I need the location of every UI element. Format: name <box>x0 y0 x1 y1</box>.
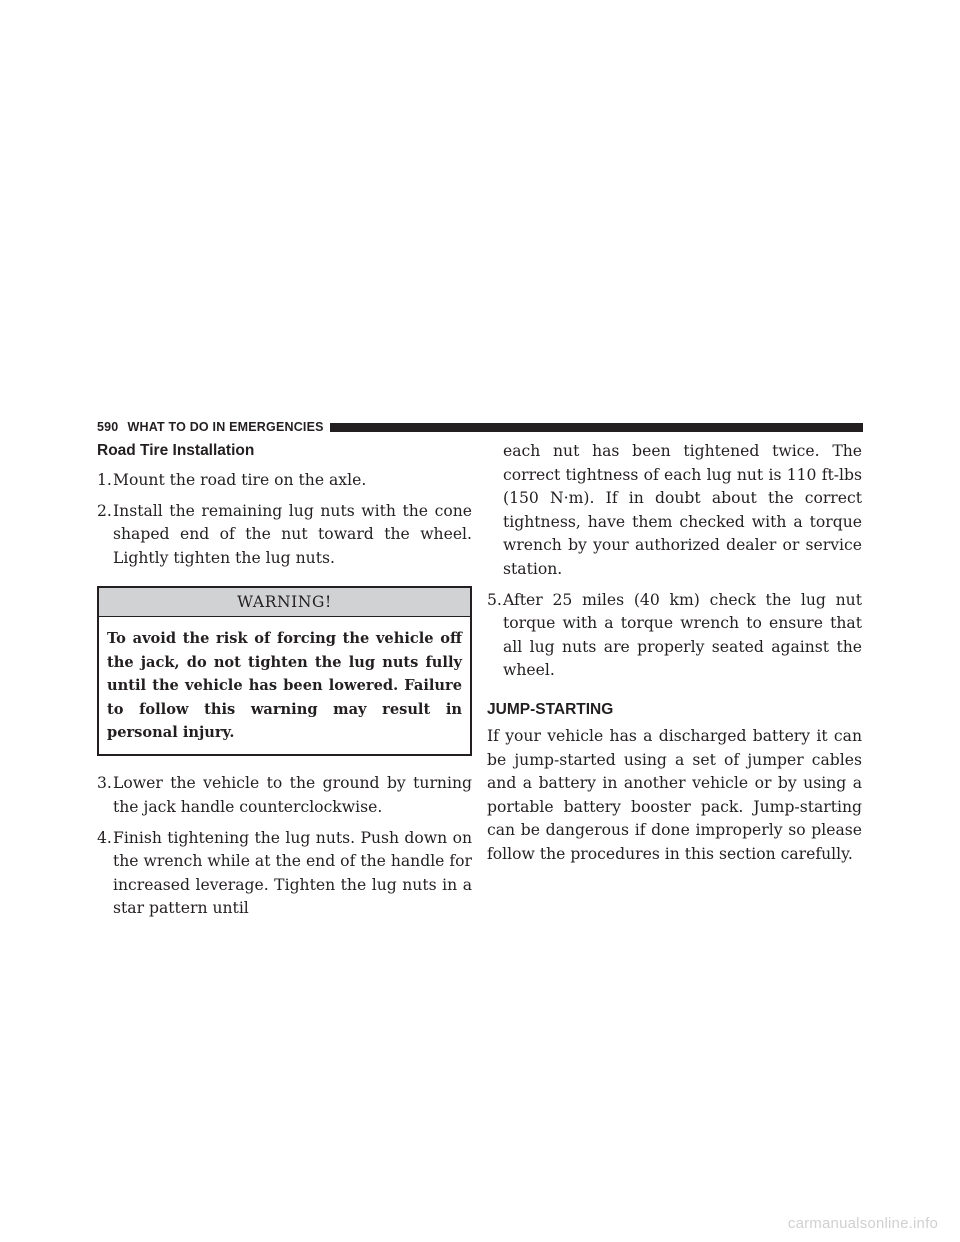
step-text: Mount the road tire on the axle. <box>113 471 367 489</box>
warning-box <box>97 586 472 756</box>
page-header <box>97 418 863 436</box>
step-text: Install the remaining lug nuts with the cone shaped end of the nut toward the wheel. Lightly tighten the lug nuts. <box>113 501 472 567</box>
warning-text: To avoid the risk of forcing the vehicle off the jack, do not tighten the lug nuts fully until the vehicle has been lowered. Failure to follow this warning may result in personal injury. <box>107 630 462 741</box>
step-2 <box>97 500 472 571</box>
step-3 <box>97 772 472 819</box>
step-number: 4. <box>97 828 112 847</box>
step-text: Lower the vehicle to the ground by turning the jack handle counterclockwise. <box>113 774 472 816</box>
section-title: WHAT TO DO IN EMERGENCIES <box>127 420 324 434</box>
step-number: 5. <box>487 590 502 609</box>
step-text: Finish tightening the lug nuts. Push down on the wrench while at the end of the handle for increased leverage. Tighten the lug nuts in a star pattern until <box>113 828 472 918</box>
header-rule <box>330 423 863 432</box>
jump-starting-paragraph: If your vehicle has a discharged battery it can be jump-started using a set of jumper cables and a battery in another vehicle or by using a portable battery booster pack. Jump-starting can be dangerous if done improperly so please follow the procedures in this section carefully. <box>487 726 862 863</box>
step-1 <box>97 469 472 493</box>
step-number: 1. <box>97 471 112 489</box>
step-number: 2. <box>97 501 112 520</box>
step-text: After 25 miles (40 km) check the lug nut torque with a torque wrench to ensure that all lug nuts are properly seated against the wheel. <box>503 590 862 680</box>
right-column <box>487 440 862 867</box>
subheading-road-tire-installation: Road Tire Installation <box>97 442 255 459</box>
watermark: carmanualsonline.info <box>787 1215 938 1232</box>
left-column <box>97 440 472 928</box>
heading-jump-starting: JUMP-STARTING <box>487 700 614 718</box>
step-4-continued: each nut has been tightened twice. The correct tightness of each lug nut is 110 ft-lbs (150 N·m). If in doubt about the correct tightness, have them checked with a torque wrench by your authorized dealer or service station. <box>503 442 862 578</box>
step-number: 3. <box>97 774 112 793</box>
page-number: 590 <box>97 420 119 434</box>
step-4 <box>97 827 472 921</box>
warning-title: WARNING! <box>99 588 470 617</box>
step-5 <box>487 589 862 683</box>
